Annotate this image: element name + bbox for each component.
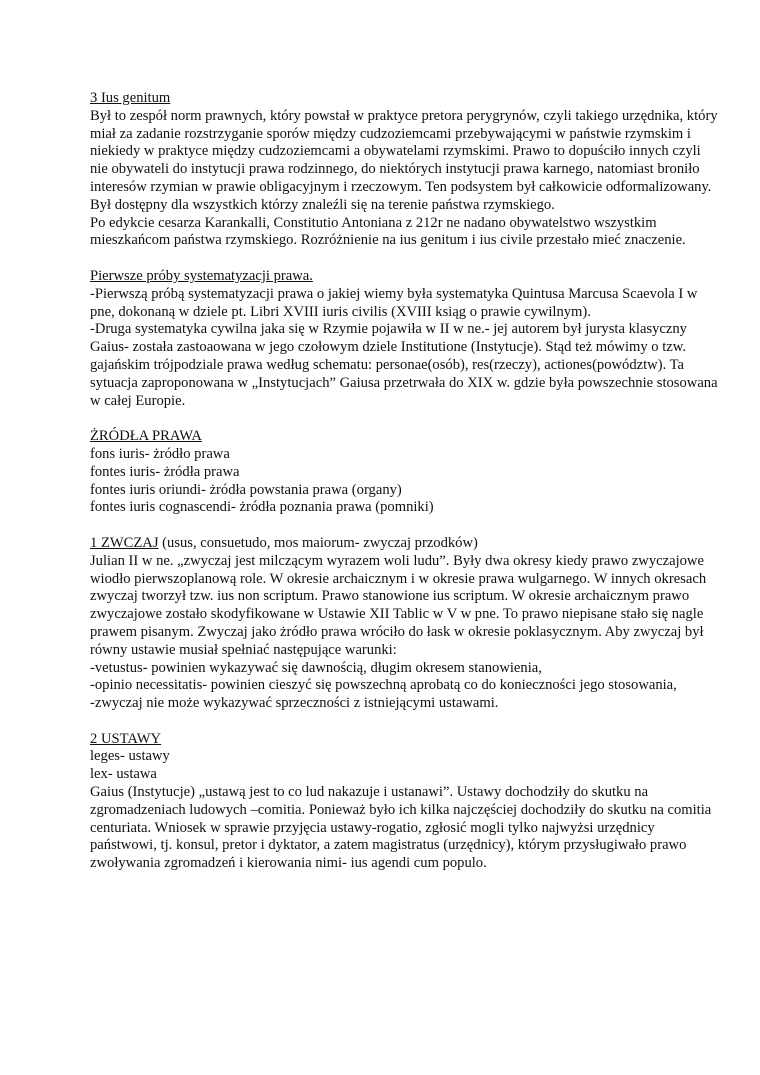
section-heading-line [90, 268, 720, 286]
section-ius-genitum [90, 90, 720, 250]
paragraph: fons iuris- żródło prawa [90, 445, 230, 462]
section-heading-line [90, 90, 720, 108]
paragraph: -Druga systematyka cywilna jaka się w Rzymie pojawiła w II w ne.- jej autorem był jurysta klasyczny Gaius- została zastoaowana w jego czołowym dziele Institutione (Instytucje). Stąd też mówimy o tzw. gajańskim trójpodziale prawa według schematu: personae(osób), res(rzeczy), actiones(powództw). Ta sytuacja zaproponowana w „Instytucjach” Gaiusa przetrwała do XIX w. gdzie była powszechnie stosowana w całej Europie. [90, 321, 718, 409]
paragraph: Był to zespół norm prawnych, który powstał w praktyce pretora perygrynów, czyli takiego urzędnika, który miał za zadanie rozstrzyganie sporów między cudzoziemcami przebywającymi w państwie rzymskim i niekiedy w praktyce między cudzoziemcami a obywatelami rzymskimi. Prawo to dopuściło innych czyli nie obywateli do instytucji prawa rodzinnego, do niektórych instytucji prawa karnego, natomiast broniło interesów rzymian w prawie obligacyjnym i rzeczowym. Ten podsystem był całkowicie odformalizowany. Był dostępny dla wszystkich którzy znaleźli się na terenie państwa rzymskiego. [90, 107, 718, 213]
section-systematization [90, 268, 720, 410]
section-heading: 1 ZWCZAJ [90, 534, 159, 551]
section-heading-line [90, 731, 720, 749]
paragraph: -zwyczaj nie może wykazywać sprzeczności z istniejącymi ustawami. [90, 695, 499, 712]
section-heading: 2 USTAWY [90, 730, 162, 747]
section-heading-line [90, 535, 720, 553]
section-heading: 3 Ius genitum [90, 90, 171, 106]
paragraph: -Pierwszą próbą systematyzacji prawa o jakiej wiemy była systematyka Quintusa Marcusa Scaevola I w pne, dokonaną w dziele pt. Libri XVIII iuris civilis (XVIII ksiąg o prawie cywilnym). [90, 285, 698, 320]
section-heading: ŻRÓDŁA PRAWA [90, 428, 202, 445]
paragraph: Julian II w ne. „zwyczaj jest milczącym wyrazem woli ludu”. Były dwa okresy kiedy prawo zwyczajowe wiodło pierwszoplanową role. W okresie archaicznym i w okresie prawa wulgarnego. W innych okresach zwyczaj tworzył tzw. ius non scriptum. Prawo stanowione ius scriptum. W okresie archaicznym prawo zwyczajowe zostało skodyfikowane w Ustawie XII Tablic w V w pne. To prawo niepisane stało się nagle prawem pisanym. Zwyczaj jako żródło prawa wróciło do łask w okresie poklasycznym. Aby zwyczaj był równy ustawie musiał spełniać następujące warunki: [90, 552, 707, 658]
paragraph: Po edykcie cesarza Karankalli, Constitutio Antoniana z 212r ne nadano obywatelstwo wszystkim mieszkańcom państwa rzymskiego. Rozróżnienie na ius genitum i ius civile przestało mieć znaczenie. [90, 214, 686, 249]
paragraph: fontes iuris- żródła prawa [90, 463, 240, 480]
section-custom [90, 535, 720, 713]
section-heading-suffix: (usus, consuetudo, mos maiorum- zwyczaj przodków) [158, 534, 478, 551]
paragraph: -opinio necessitatis- powinien cieszyć się powszechną aprobatą co do konieczności jego stosowania, [90, 677, 677, 694]
paragraph: lex- ustawa [90, 766, 157, 783]
section-statutes [90, 731, 720, 873]
paragraph: fontes iuris oriundi- żródła powstania prawa (organy) [90, 481, 402, 498]
paragraph: Gaius (Instytucje) „ustawą jest to co lud nakazuje i ustanawi”. Ustawy dochodziły do skutku na zgromadzeniach ludowych –comitia. Ponieważ było ich kilka najczęściej dochodziły do skutku na comitia centuriata. Wniosek w sprawie przyjęcia ustawy-rogatio, zgłosić mogli tylko najwyżsi urzędnicy państwowi, tj. konsul, pretor i dyktator, a zatem magistratus (urzędnicy), którym przysługiwało prawo zwoływania zgromadzeń i kierowania nimi- ius agendi cum populo. [90, 784, 712, 872]
section-heading: Pierwsze próby systematyzacji prawa. [90, 267, 313, 284]
section-sources-of-law [90, 428, 720, 517]
paragraph: leges- ustawy [90, 748, 170, 765]
paragraph: -vetustus- powinien wykazywać się dawnością, długim okresem stanowienia, [90, 659, 542, 676]
paragraph: fontes iuris cognascendi- żródła poznania prawa (pomniki) [90, 499, 434, 516]
section-heading-line [90, 428, 720, 446]
